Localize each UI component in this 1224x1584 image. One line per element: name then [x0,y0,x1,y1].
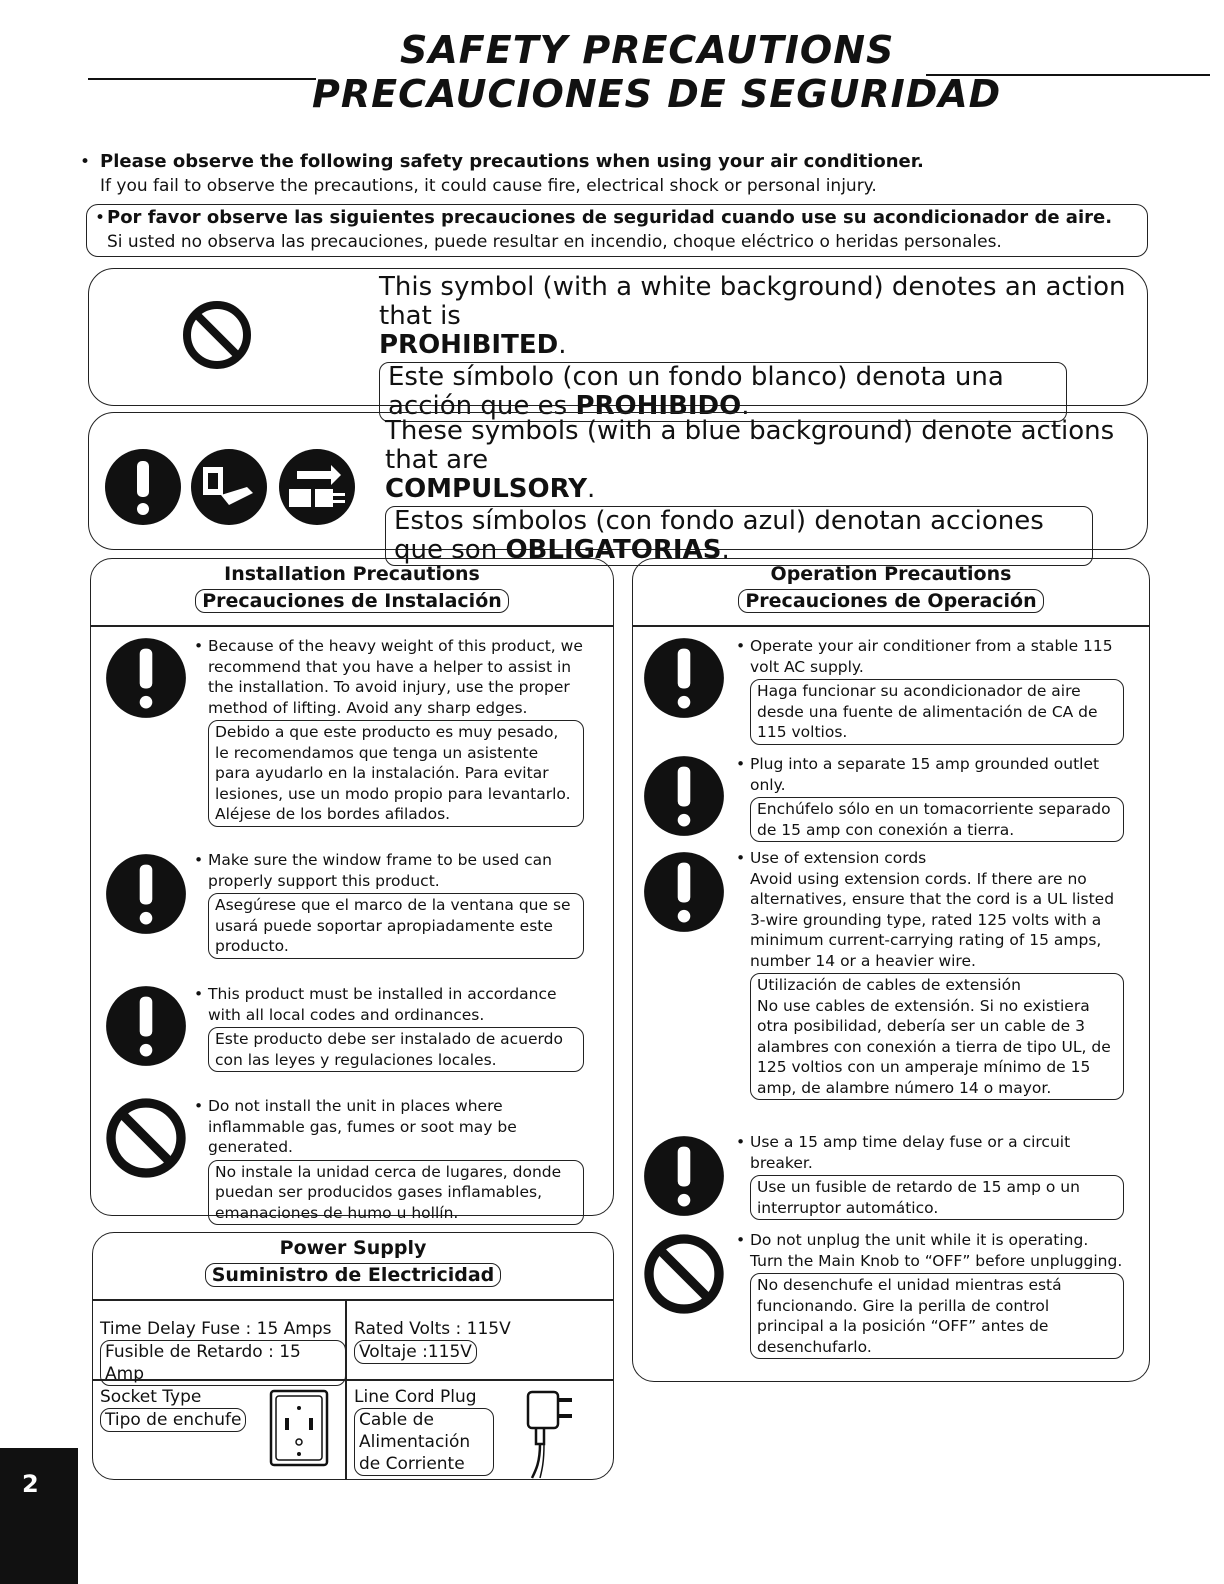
prohibited-es-block: Este símbolo (con un fondo blanco) denota una acción que es PROHIBIDO. [379,362,1067,422]
installation-divider [91,625,613,627]
installation-item-2-en: Make sure the window frame to be used can properly support this product. [208,851,552,890]
operation-item-3-es: No use cables de extensión. Si no existiera otra posibilidad, debería ser un cable de 3 alambres con conexión a tierra de tipo UL, de 125 voltios con un amperaje mínimo de 15 amp, de alambre número 14 o mayor. [757,996,1111,1097]
intro-spanish-bold: Por favor observe las siguientes precauciones de seguridad cuando use su acondicionador de aire. [107,207,1113,228]
intro-english: • Please observe the following safety precautions when using your air conditioner. If you fail to observe the precautions, it could cause fire, electrical shock or personal injury. [100,150,1150,198]
operation-item-1-en: Operate your air conditioner from a stable 115 volt AC supply. [750,637,1113,676]
exclamation-icon [104,984,188,1068]
socket-cell [100,1386,260,1432]
exclamation-icon [104,636,188,720]
prohibited-icon [181,299,253,371]
installation-title-es: Precauciones de Instalación [195,589,509,613]
title-spanish: PRECAUCIONES DE SEGURIDAD [312,72,1002,116]
page-number-tab [0,1448,78,1584]
installation-heading [91,563,613,613]
power-heading [93,1237,613,1287]
installation-item-3-en: This product must be installed in accordance with all local codes and ordinances. [208,985,557,1024]
operation-item-2-en: Plug into a separate 15 amp grounded outlet only. [750,755,1100,794]
installation-item-1-es: Debido a que este producto es muy pesado, le recomendamos que tenga un asistente para ayudarlo en la instalación. Para evitar lesiones, use un modo propio para levantarlo. Aléjese de los bordes afilados. [208,720,584,827]
intro-spanish: • Por favor observe las siguientes precauciones de seguridad cuando use su acondicionador de aire. Si usted no observa las precauciones, puede resultar en incendio, choque eléctrico o heridas personales. [86,204,1148,257]
title-english: SAFETY PRECAUTIONS [400,28,895,72]
prohibited-en-strong: PROHIBITED [379,330,559,360]
intro-spanish-text: Si usted no observa las precauciones, puede resultar en incendio, choque eléctrico o heridas personales. [107,232,1002,252]
exclamation-icon [642,1134,726,1218]
compulsory-en-text: These symbols (with a blue background) denote actions that are [385,416,1115,475]
operation-item-1: • Operate your air conditioner from a stable 115 volt AC supply. Haga funcionar su acondicionador de aire desde una fuente de alimentación de CA de 115 voltios. [750,636,1124,745]
operation-item-4-en: Use a 15 amp time delay fuse or a circuit breaker. [750,1133,1071,1172]
prohibited-icon [104,1096,188,1180]
operation-item-3-es-block [750,973,1124,1100]
operation-item-3: • Use of extension cords Avoid using extension cords. If there are no alternatives, ensure that the cord is a UL listed 3-wire grounding type, rated 125 volts with a minimum current-carrying rating of 15 amps, number 14 or a heavier wire. Utilización de cables de extensión No use cables de extensión. Si no existiera otra posibilidad, debería ser un cable de 3 alambres con conexión a tierra de tipo UL, de 125 voltios con un amperaje mínimo de 15 amp, de alambre número 14 o mayor. [750,848,1124,1100]
installation-item-2: • Make sure the window frame to be used can properly support this product. Asegúrese que el marco de la ventana que se usará puede soportar apropiadamente este producto. [208,850,584,959]
volts-cell [354,1318,600,1364]
exclamation-icon [642,754,726,838]
exclamation-icon [103,447,183,527]
exclamation-icon [104,852,188,936]
line-cord-plug-icon [518,1384,584,1480]
exclamation-icon [642,850,726,934]
compulsory-es-strong: OBLIGATORIAS [505,535,722,565]
operation-item-3-en-head: Use of extension cords [750,849,927,867]
fuse-cell [100,1318,346,1386]
operation-item-1-es: Haga funcionar su acondicionador de aire desde una fuente de alimentación de CA de 115 voltios. [750,679,1124,745]
socket-label-es: Tipo de enchufe [100,1408,246,1432]
installation-item-4-en: Do not install the unit in places where inflammable gas, fumes or soot may be generated. [208,1097,517,1156]
volts-label-en: Rated Volts : 115V [354,1319,511,1339]
operation-item-2-es: Enchúfelo sólo en un tomacorriente separado de 15 amp con conexión a tierra. [750,797,1124,842]
unplug-from-wall-icon [189,447,269,527]
title-rule-left [88,78,316,80]
installation-item-3: • This product must be installed in accordance with all local codes and ordinances. Este producto debe ser instalado de acuerdo con las leyes y regulaciones locales. [208,984,584,1072]
wall-socket-icon [268,1388,330,1468]
operation-divider [633,625,1149,627]
operation-item-3-en: Avoid using extension cords. If there are no alternatives, ensure that the cord is a UL listed 3-wire grounding type, rated 125 volts with a minimum current-carrying rating of 15 amps, number 14 or a heavier wire. [750,869,1115,970]
power-title-es: Suministro de Electricidad [205,1263,502,1287]
unplug-plug-icon [277,447,357,527]
installation-item-1: • Because of the heavy weight of this product, we recommend that you have a helper to assist in the installation. To avoid injury, use the proper method of lifting. Avoid any sharp edges. Debido a que este producto es muy pesado, le recomendamos que tenga un asistente para ayudarlo en la instalación. Para evitar lesiones, use un modo propio para levantarlo. Aléjese de los bordes afilados. [208,636,584,827]
plug-label-en: Line Cord Plug [354,1387,477,1407]
installation-item-4: • Do not install the unit in places where inflammable gas, fumes or soot may be generated. No instale la unidad cerca de lugares, donde puedan ser producidos gases inflamables, emanaciones de humo u hollín. [208,1096,584,1225]
installation-item-3-es: Este producto debe ser instalado de acuerdo con las leyes y regulaciones locales. [208,1027,584,1072]
volts-label-es: Voltaje :115V [354,1340,477,1364]
power-divider-top [93,1299,613,1301]
intro-english-bold: Please observe the following safety precautions when using your air conditioner. [100,151,924,172]
exclamation-icon [642,636,726,720]
prohibited-es-strong: PROHIBIDO [575,391,742,421]
prohibited-icon [642,1232,726,1316]
installation-item-1-en: Because of the heavy weight of this product, we recommend that you have a helper to assist in the installation. To avoid injury, use the proper method of lifting. Avoid any sharp edges. [208,637,583,717]
operation-item-5: • Do not unplug the unit while it is operating. Turn the Main Knob to “OFF” before unplugging. No desenchufe el unidad mientras está funcionando. Gire la perilla de control principal a la posición “OFF” antes de desenchufarlo. [750,1230,1124,1359]
plug-cell [354,1386,514,1476]
fuse-label-en: Time Delay Fuse : 15 Amps [100,1319,332,1339]
socket-label-en: Socket Type [100,1387,202,1407]
fuse-label-es: Fusible de Retardo : 15 Amp [100,1340,346,1386]
power-title-en: Power Supply [279,1237,427,1259]
compulsory-text: These symbols (with a blue background) denote actions that are COMPULSORY. Estos símbolos (con fondo azul) denotan acciones que son OBLIGATORIAS. [385,416,1115,565]
plug-label-es: Cable de Alimentación de Corriente [354,1408,494,1476]
page-number: 2 [22,1470,39,1498]
operation-item-2: • Plug into a separate 15 amp grounded outlet only. Enchúfelo sólo en un tomacorriente separado de 15 amp con conexión a tierra. [750,754,1124,842]
operation-item-5-es: No desenchufe el unidad mientras está funcionando. Gire la perilla de control principal a la posición “OFF” antes de desenchufarlo. [750,1273,1124,1359]
compulsory-es-block: Estos símbolos (con fondo azul) denotan acciones que son OBLIGATORIAS. [385,506,1093,566]
operation-item-3-es-head: Utilización de cables de extensión [757,976,1021,994]
intro-english-text: If you fail to observe the precautions, it could cause fire, electrical shock or personal injury. [100,176,877,196]
prohibited-text: This symbol (with a white background) denotes an action that is PROHIBITED. Este símbolo (con un fondo blanco) denota una acción que es PROHIBIDO. [379,272,1126,421]
operation-item-4-es: Use un fusible de retardo de 15 amp o un interruptor automático. [750,1175,1124,1220]
operation-heading [633,563,1149,613]
prohibited-en-text: This symbol (with a white background) denotes an action that is [379,272,1126,331]
operation-title-es: Precauciones de Operación [738,589,1043,613]
operation-item-4: • Use a 15 amp time delay fuse or a circuit breaker. Use un fusible de retardo de 15 amp o un interruptor automático. [750,1132,1124,1220]
compulsory-es-text: Estos símbolos (con fondo azul) denotan acciones que son [394,506,1044,565]
prohibited-es-text: Este símbolo (con un fondo blanco) denota una acción que es [388,362,1004,421]
installation-item-2-es: Asegúrese que el marco de la ventana que se usará puede soportar apropiadamente este producto. [208,893,584,959]
compulsory-symbol-box [88,412,1148,565]
prohibited-symbol-box [88,268,1148,421]
operation-item-5-en: Do not unplug the unit while it is operating. Turn the Main Knob to “OFF” before unplugging. [750,1231,1123,1270]
installation-title-en: Installation Precautions [224,563,480,585]
operation-title-en: Operation Precautions [770,563,1012,585]
compulsory-en-strong: COMPULSORY [385,474,588,504]
installation-item-4-es: No instale la unidad cerca de lugares, donde puedan ser producidos gases inflamables, emanaciones de humo u hollín. [208,1160,584,1226]
